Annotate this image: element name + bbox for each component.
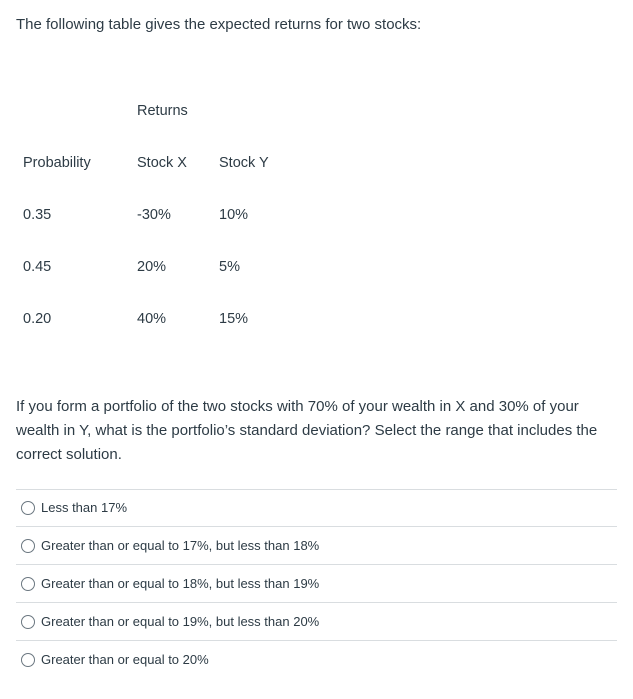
cell-stock-x: -30% bbox=[137, 207, 171, 223]
answer-option[interactable] bbox=[16, 489, 617, 526]
question-text: If you form a portfolio of the two stocks with 70% of your wealth in X and 30% of your wealth in Y, what is the portfolio’s standard deviation? Select the range that includes the correct solution. bbox=[16, 398, 598, 463]
cell-stock-x: 20% bbox=[137, 259, 167, 275]
header-probability: Probability bbox=[23, 155, 91, 171]
radio-button[interactable] bbox=[21, 539, 35, 553]
answer-label: Greater than or equal to 17%, but less than 18% bbox=[41, 537, 320, 553]
cell-stock-y: 15% bbox=[219, 311, 249, 327]
intro-text: The following table gives the expected returns for two stocks: bbox=[16, 16, 422, 33]
answer-option[interactable] bbox=[16, 640, 617, 678]
answer-label: Greater than or equal to 20% bbox=[41, 651, 209, 667]
cell-stock-x: 40% bbox=[137, 311, 167, 327]
answer-option[interactable] bbox=[16, 564, 617, 602]
cell-probability: 0.45 bbox=[23, 259, 52, 275]
answer-option[interactable] bbox=[16, 526, 617, 564]
cell-stock-y: 10% bbox=[219, 207, 249, 223]
answer-list bbox=[16, 489, 617, 678]
cell-stock-y: 5% bbox=[219, 259, 240, 275]
header-stock-x: Stock X bbox=[137, 155, 187, 171]
radio-button[interactable] bbox=[21, 615, 35, 629]
answer-option[interactable] bbox=[16, 602, 617, 640]
answer-label: Less than 17% bbox=[41, 500, 128, 515]
answer-label: Greater than or equal to 19%, but less than 20% bbox=[41, 613, 320, 629]
radio-button[interactable] bbox=[21, 577, 35, 591]
answer-label: Greater than or equal to 18%, but less than 19% bbox=[41, 575, 320, 591]
table-group-header: Returns bbox=[137, 103, 188, 119]
cell-probability: 0.20 bbox=[23, 311, 52, 327]
cell-probability: 0.35 bbox=[23, 207, 52, 223]
radio-button[interactable] bbox=[21, 501, 35, 515]
radio-button[interactable] bbox=[21, 653, 35, 667]
header-stock-y: Stock Y bbox=[219, 155, 269, 171]
